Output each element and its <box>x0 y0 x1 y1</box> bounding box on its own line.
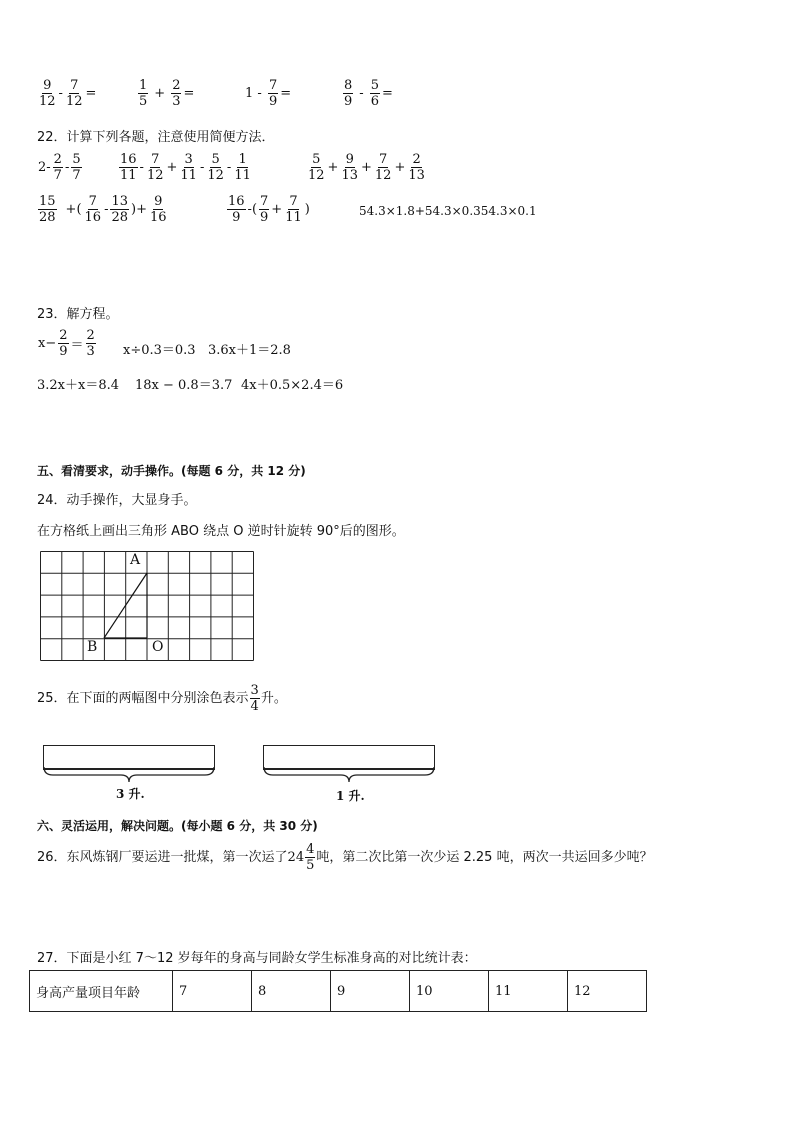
q23-equation-5: 18x − 0.8＝3.7 <box>135 378 233 393</box>
q26-text: 26．东风炼钢厂要运进一批煤，第一次运了24 $\frac{4}{5}$ 吨，第二次比第一次少运 2.25 吨，两次一共运回多少吨？ <box>37 842 653 873</box>
bar-left-label: 3 升. <box>116 787 145 801</box>
grid-svg <box>40 551 254 661</box>
q23-title: 23．解方程。 <box>37 307 119 322</box>
exercise-2: $\frac{1}{5}$ + $\frac{2}{3}$ = <box>139 78 195 109</box>
table-header-cell: 12 <box>568 971 647 1012</box>
q27-title: 27．下面是小红 7～12 岁每年的身高与同龄女学生标准身高的对比统计表： <box>37 951 477 966</box>
bar-right-label: 1 升. <box>336 789 365 803</box>
q22-expr-2: $\frac{16}{11}$ - $\frac{7}{12}$ + $\frac{3}{11}$ - $\frac{5}{12}$ - $\frac{1}{11}$ <box>120 152 251 183</box>
table-header-cell: 7 <box>173 971 252 1012</box>
table-header-cell: 8 <box>252 971 331 1012</box>
table-header-cell: 10 <box>410 971 489 1012</box>
table-header-cell: 11 <box>489 971 568 1012</box>
grid-paper <box>40 551 254 661</box>
q22-expr-4: $\frac{15}{28}$ +( $\frac{7}{16}$ - $\frac{13}{28}$ )+ $\frac{9}{16}$ <box>39 194 167 225</box>
exercise-4: $\frac{8}{9}$ - $\frac{5}{6}$ = <box>344 78 393 109</box>
q22-expr-6: 54.3×1.8+54.3×0.354.3×0.1 <box>359 204 537 218</box>
exercise-3: 1 - $\frac{7}{9}$ = <box>245 78 292 109</box>
q23-equation-3: 3.6x＋1＝2.8 <box>208 343 291 358</box>
brace-right <box>263 766 436 784</box>
brace-left <box>43 766 216 784</box>
table-header-cell: 身高产量项目年龄 <box>30 971 173 1012</box>
q22-expr-3: $\frac{5}{12}$ + $\frac{9}{13}$ + $\frac{7}{12}$ + $\frac{2}{13}$ <box>308 152 425 183</box>
section-5-title: 五、看清要求，动手操作。(每题 6 分，共 12 分) <box>37 464 306 478</box>
q23-equation-4: 3.2x＋x＝8.4 <box>37 378 120 393</box>
stat-table <box>29 970 647 1012</box>
q24-description: 在方格纸上画出三角形 ABO 绕点 O 逆时针旋转 90°后的图形。 <box>37 524 405 539</box>
q22-title: 22．计算下列各题，注意使用简便方法． <box>37 130 275 145</box>
q22-expr-1: 2- $\frac{2}{7}$ - $\frac{5}{7}$ <box>38 152 81 183</box>
exercise-1: $\frac{9}{12}$ - $\frac{7}{12}$ = <box>39 78 97 109</box>
q23-equation-1: x− $\frac{2}{9}$ ＝ $\frac{2}{3}$ <box>38 328 95 359</box>
point-a-label: A <box>130 552 141 568</box>
q23-equation-6: 4x＋0.5×2.4＝6 <box>241 378 344 393</box>
table-row <box>30 971 647 1012</box>
point-b-label: B <box>87 639 98 655</box>
point-o-label: O <box>152 639 164 655</box>
q23-equation-2: x÷0.3＝0.3 <box>123 343 196 358</box>
q22-expr-5: $\frac{16}{9}$ -( $\frac{7}{9}$ + $\frac{7}{11}$ ) <box>228 194 310 225</box>
q24-title: 24．动手操作，大显身手。 <box>37 493 197 508</box>
section-6-title: 六、灵活运用，解决问题。(每小题 6 分，共 30 分) <box>37 819 318 833</box>
q25-text: 25．在下面的两幅图中分别涂色表示 $\frac{3}{4}$ 升。 <box>37 683 287 714</box>
table-header-cell: 9 <box>331 971 410 1012</box>
